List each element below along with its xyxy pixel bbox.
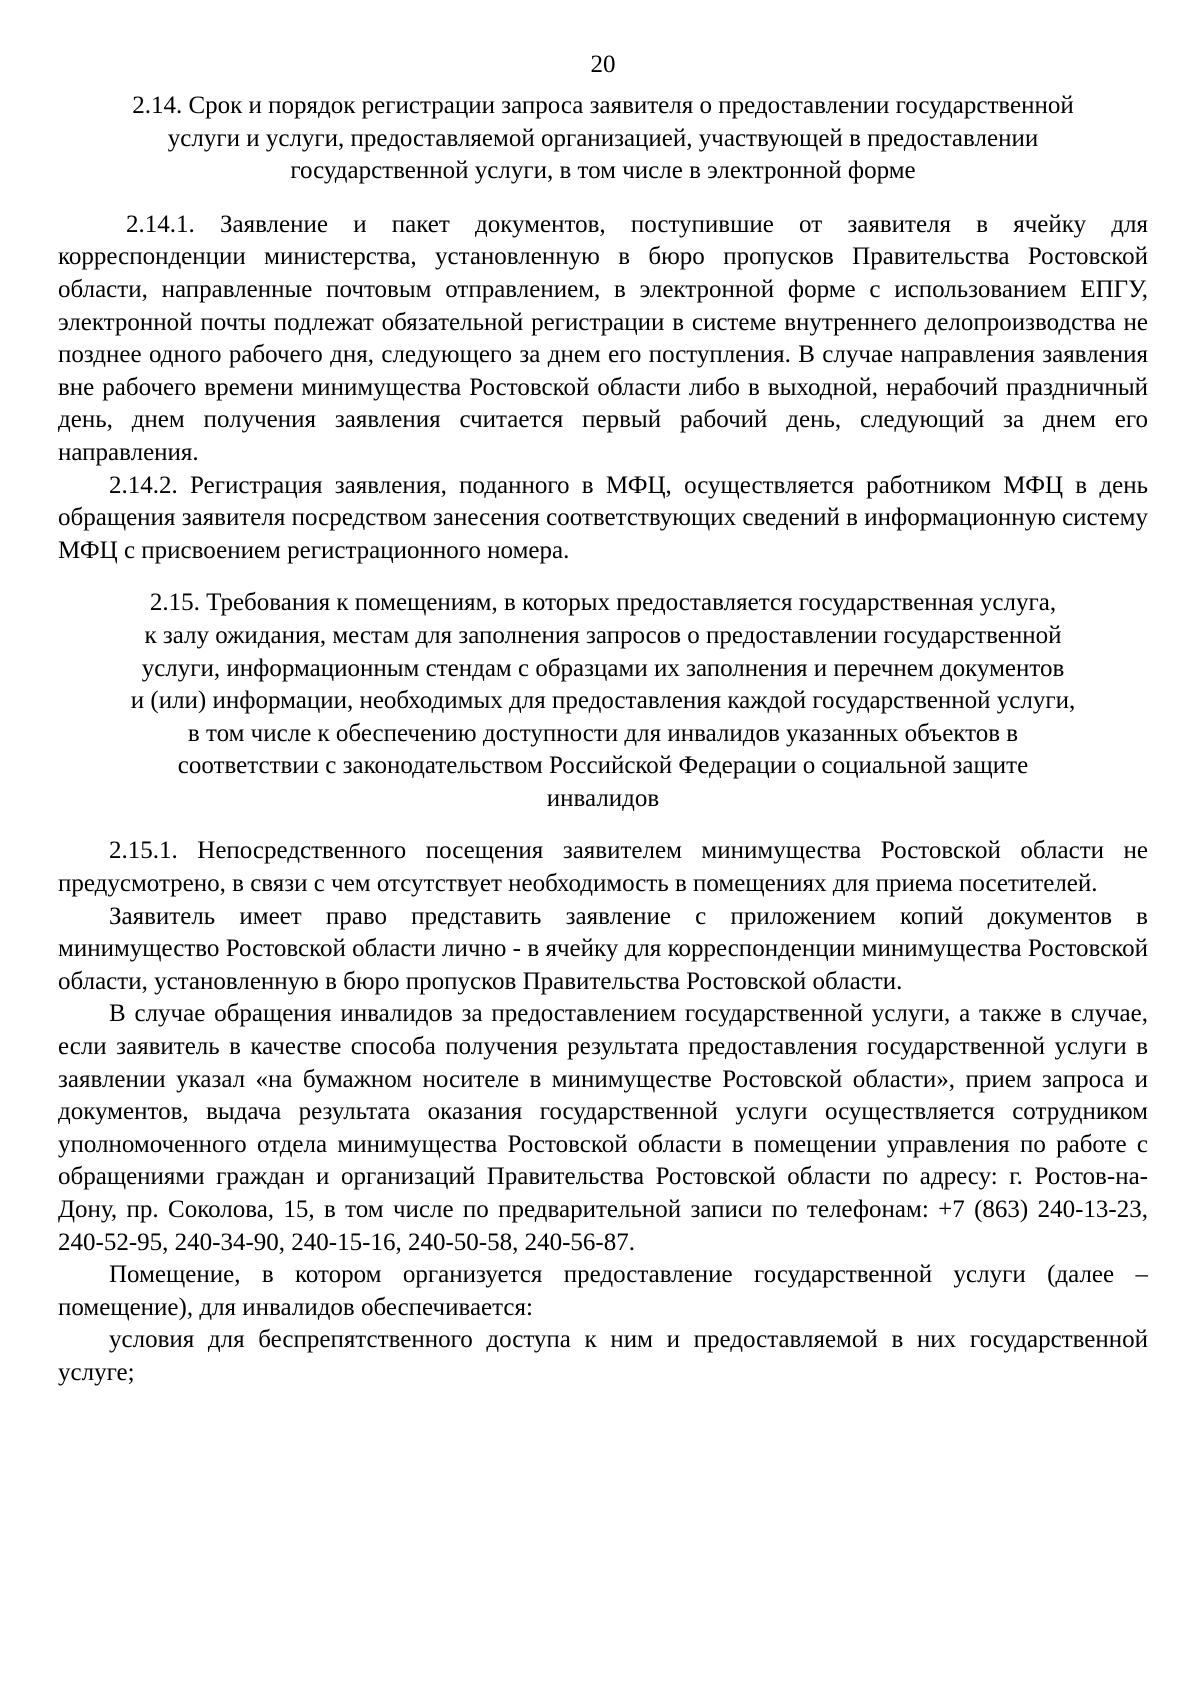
spacer [58, 188, 1148, 209]
section-2-15-heading [58, 587, 1148, 815]
paragraph-2-14-2: 2.14.2. Регистрация заявления, поданного в МФЦ, осуществляется работником МФЦ в день обращения заявителя посредством занесения соответствующих сведений в информационную систему МФЦ с присвоением регистрационного номера. [58, 471, 1148, 564]
spacer [58, 567, 1148, 587]
heading-line: в том числе к обеспечению доступности для инвалидов указанных объектов в [187, 719, 1019, 747]
page-number: 20 [590, 51, 616, 78]
heading-line: услуги, информационным стендам с образцами их заполнения и перечнем документов [141, 654, 1065, 682]
section-2-14-heading [58, 90, 1148, 188]
heading-line: к залу ожидания, местам для заполнения запросов о предоставлении государственной [144, 621, 1062, 649]
heading-line: государственной услуги, в том числе в электронной форме [290, 157, 916, 185]
heading-line: 2.14. Срок и порядок регистрации запроса заявителя о предоставлении государственной [132, 92, 1074, 119]
heading-line: 2.15. Требования к помещениям, в которых предоставляется государственная услуга, [149, 589, 1057, 617]
heading-line: инвалидов [546, 784, 660, 812]
paragraph-2-15-1: 2.15.1. Непосредственного посещения заявителем минимущества Ростовской области не предусмотрено, в связи с чем отсутствует необходимость в помещениях для приема посетителей. [58, 837, 1148, 898]
heading-line: соответствии с законодательством Российской Федерации о социальной защите [177, 752, 1029, 780]
paragraph-access-conditions: условия для беспрепятственного доступа к ним и предоставляемой в них государственной услуге; [58, 1326, 1148, 1386]
paragraph-2-14-1: 2.14.1. Заявление и пакет документов, поступившие от заявителя в ячейку для корреспонденции министерства, установленную в бюро пропусков Правительства Ростовской области, направленные почтовым отправлением, в электронной форме с использованием ЕПГУ, электронной почты подлежат обязательной регистрации в системе внутреннего делопроизводства не позднее одного рабочего дня, следующего за днем его поступления. В случае направления заявления вне рабочего времени минимущества Ростовской области либо в выходной, нерабочий праздничный день, днем получения заявления считается первый рабочий день, следующий за днем его направления. [58, 210, 1148, 466]
document-page [58, 50, 1148, 1390]
heading-line: и (или) информации, необходимых для предоставления каждой государственной услуги, [130, 687, 1076, 715]
paragraph-applicant-right: Заявитель имеет право представить заявление с приложением копий документов в минимущество Ростовской области лично - в ячейку для корреспонденции минимущества Ростовской области, установленную в бюро пропусков Правительства Ростовской области. [58, 902, 1148, 995]
paragraph-premises: Помещение, в котором организуется предоставление государственной услуги (далее – помещение), для инвалидов обеспечивается: [58, 1261, 1148, 1321]
spacer [58, 815, 1148, 835]
paragraph-disabled-service: В случае обращения инвалидов за предоставлением государственной услуги, а также в случае, если заявитель в качестве способа получения результата предоставления государственной услуги в заявлении указал «на бумажном носителе в минимуществе Ростовской области», прием запроса и документов, выдача результата оказания государственной услуги осуществляется сотрудником уполномоченного отдела минимущества Ростовской области в помещении управления по работе с обращениями граждан и организаций Правительства Ростовской области по адресу: г. Ростов-на-Дону, пр. Соколова, 15, в том числе по предварительной записи по телефонам: +7 (863) 240-13-23, 240-52-95, 240-34-90, 240-15-16, 240-50-58, 240-56-87. [58, 1000, 1148, 1256]
heading-line: услуги и услуги, предоставляемой организацией, участвующей в предоставлении [167, 124, 1039, 152]
